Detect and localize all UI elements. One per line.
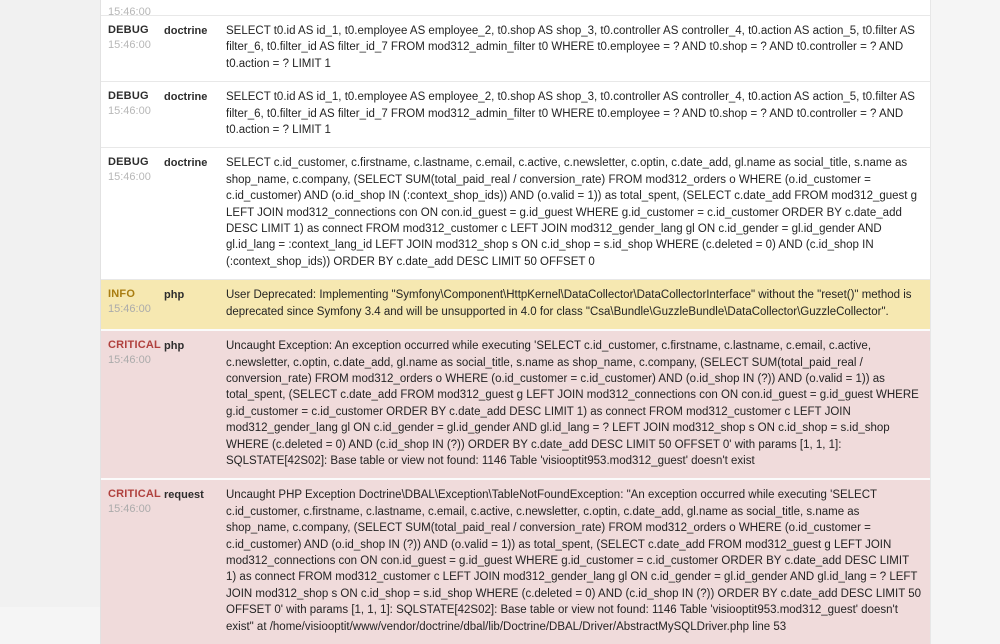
log-level-label: DEBUG [108,156,149,169]
log-row [101,16,930,82]
log-level-label: DEBUG [108,90,149,103]
log-row [101,480,930,644]
log-row [101,82,930,148]
log-timestamp: 15:46:00 [108,39,151,51]
profiler-left-gutter [0,0,100,607]
log-row [101,148,930,280]
log-row [101,280,930,331]
log-row [101,0,930,16]
log-level-label: CRITICAL [108,339,161,352]
log-timestamp: 15:46:00 [108,6,151,16]
log-level-cell [101,337,164,366]
log-timestamp: 15:46:00 [108,303,151,316]
log-message: SELECT t0.id AS id_1, t0.employee AS employee_2, t0.shop AS shop_3, t0.controller AS controller_4, t0.action AS action_5, t0.filter AS filter_6, t0.filter_id AS filter_id_7 FROM mod312_admin_filter t0 WHERE t0.employee = ? AND t0.shop = ? AND t0.controller = ? AND t0.action = ? LIMIT 1 [226,25,915,70]
log-message: Uncaught PHP Exception Doctrine\DBAL\Exception\TableNotFoundException: "An exception occurred while executing 'SELECT c.id_customer, c.firstname, c.lastname, c.email, c.active, c.newsletter, c.optin, c.date_add, gl.name as social_title, s.name as shop_name, c.company, (SELECT SUM(total_paid_real / conversion_rate) FROM mod312_orders o WHERE (o.id_customer = c.id_customer) AND (o.id_shop IN (?)) AND (o.valid = 1)) as total_spent, (SELECT c.date_add FROM mod312_guest g LEFT JOIN mod312_connections con ON con.id_guest = g.id_guest WHERE g.id_customer = c.id_customer ORDER BY c.date_add DESC LIMIT 1) as connect FROM mod312_customer c LEFT JOIN mod312_gender_lang gl ON c.id_gender = gl.id_gender AND gl.id_lang = ? LEFT JOIN mod312_shop s ON c.id_shop = s.id_shop WHERE (c.deleted = 0) AND (c.id_shop IN (?)) ORDER BY c.date_add DESC LIMIT 50 OFFSET 0' with params [1, 1, 1]: SQLSTATE[42S02]: Base table or view not found: 1146 Table 'visiooptit953.mod312_guest' doesn't exist" at /home/visiooptit/www/vendor/doctrine/dbal/lib/Doctrine/DBAL/Driver/AbstractMySQLDriver.php line 53 [226,489,921,633]
log-level-cell [101,0,164,16]
log-level-label: DEBUG [108,24,149,36]
log-message: User Deprecated: Implementing "Symfony\Component\HttpKernel\DataCollector\DataCollectorInterface" without the "reset()" method is deprecated since Symfony 3.4 and will be unsupported in 4.0 for class "Csa\Bundle\GuzzleBundle\DataCollector\GuzzleCollector". [226,289,912,318]
log-channel: php [164,289,185,302]
log-channel: doctrine [164,157,208,170]
log-row [101,331,930,480]
log-timestamp: 15:46:00 [108,354,151,367]
log-level-cell [101,154,164,183]
log-channel: doctrine [164,91,208,104]
log-message: SELECT t0.id AS id_1, t0.employee AS employee_2, t0.shop AS shop_3, t0.controller AS controller_4, t0.action AS action_5, t0.filter AS filter_6, t0.filter_id AS filter_id_7 FROM mod312_admin_filter t0 WHERE t0.employee = ? AND t0.shop = ? AND t0.controller = ? AND t0.action = ? LIMIT 1 [226,91,915,137]
log-channel: request [164,489,204,502]
log-message: SELECT c.id_customer, c.firstname, c.lastname, c.email, c.active, c.newsletter, c.optin, c.date_add, gl.name as social_title, s.name as shop_name, c.company, (SELECT SUM(total_paid_real / conversion_rate) FROM mod312_orders o WHERE (o.id_customer = c.id_customer) AND (o.id_shop IN (:context_shop_ids)) AND (o.valid = 1)) as total_spent, (SELECT c.date_add FROM mod312_guest g LEFT JOIN mod312_connections con ON con.id_guest = g.id_guest WHERE g.id_customer = c.id_customer ORDER BY c.date_add DESC LIMIT 1) as connect FROM mod312_customer c LEFT JOIN mod312_gender_lang gl ON c.id_gender = gl.id_gender AND gl.id_lang = :context_lang_id LEFT JOIN mod312_shop s ON c.id_shop = s.id_shop WHERE (c.deleted = 0) AND (c.id_shop IN (:context_shop_ids)) ORDER BY c.date_add DESC LIMIT 50 OFFSET 0 [226,157,918,268]
log-level-label: INFO [108,288,136,301]
log-channel [164,0,226,3]
log-channel: doctrine [164,25,208,37]
log-timestamp: 15:46:00 [108,105,151,118]
log-message [226,0,930,1]
log-level-cell [101,88,164,117]
log-timestamp: 15:46:00 [108,503,151,516]
log-level-cell [101,286,164,315]
log-message: Uncaught Exception: An exception occurred while executing 'SELECT c.id_customer, c.firstname, c.lastname, c.email, c.active, c.newsletter, c.optin, c.date_add, gl.name as social_title, s.name as shop_name, c.company, (SELECT SUM(total_paid_real / conversion_rate) FROM mod312_orders o WHERE (o.id_customer = c.id_customer) AND (o.id_shop IN (?)) AND (o.valid = 1)) as total_spent, (SELECT c.date_add FROM mod312_guest g LEFT JOIN mod312_connections con ON con.id_guest = g.id_guest WHERE g.id_customer = c.id_customer ORDER BY c.date_add DESC LIMIT 1) as connect FROM mod312_customer c LEFT JOIN mod312_gender_lang gl ON c.id_gender = gl.id_gender AND gl.id_lang = ? LEFT JOIN mod312_shop s ON c.id_shop = s.id_shop WHERE (c.deleted = 0) AND (c.id_shop IN (?)) ORDER BY c.date_add DESC LIMIT 50 OFFSET 0' with params [1, 1, 1]: SQLSTATE[42S02]: Base table or view not found: 1146 Table 'visiooptit953.mod312_guest' doesn't exist [226,340,919,467]
log-timestamp: 15:46:00 [108,171,151,184]
log-level-cell [101,22,164,51]
log-level-label: CRITICAL [108,488,161,501]
log-table [100,0,931,644]
log-level-cell [101,486,164,515]
log-channel: php [164,340,185,353]
